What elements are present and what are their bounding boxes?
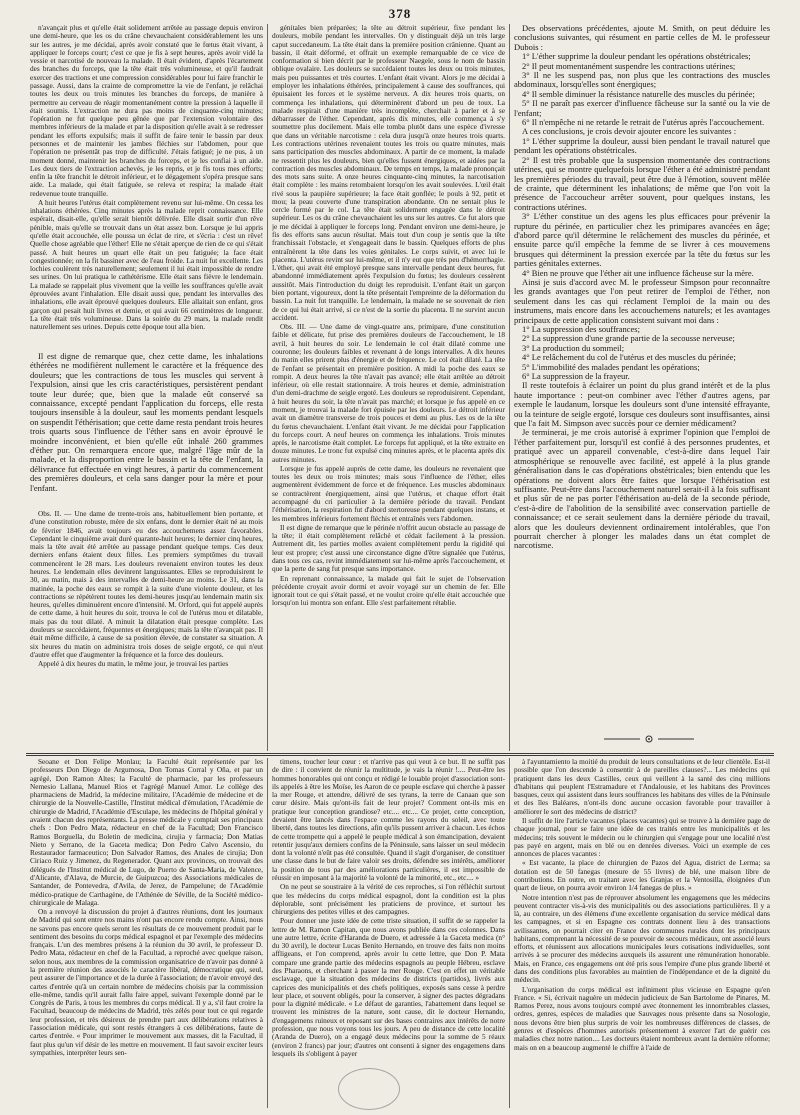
bottom-column-3 xyxy=(514,758,770,1108)
paragraph: Seoane et Don Felipe Monlau; la Faculté était représentée par les professeurs Don Diego de Argumosa, Don Tomas Corral y Oña, et par un agrégé, Don Ramon Altes; la Faculté de pharmacie, par les professeurs Nemesio Lallana, Manuel Rios et l'agrégé Manuel Amor. Le collège des pharmaciens de Madrid, la médecine militaire, l'Académie de médecine et de chirurgie de la Nouvelle-Castille, l'Institut médical d'émulation, l'Académie de chirurgie de Madrid, l'Académie d'Esculape, les médecins de l'hôpital général y avaient chacun des représentants. La presse médicale y comptait ses principaux chefs : Don Pedro Mata, rédacteur en chef de la Facultad; Don Francisco Ramos Borguella, du Boletin de medicina, cirujia y farmacia; Don Matias Nieto y Serrano, de la Gaceta medica; Don Pedro Calvo Ascensio, du Restaurador farmaceutico; Don Salvador Ramos, des Anales de cirujia; Don Ciriaco Ruiz y Jimenez, du Regenerador. Quant aux provinces, on trouvait des délégués de l'Institut médical de Lugo, de Puerto de Santa-Maria, de Valence, d'Alicante, d'Alava, de Murcie, de Guipuzcoa; des Associations médicales de Santander, de Pontevedra, d'Avila, de Jerez, de Pampelune; de l'Académie médico-pratique de Carthagène, de l'Athénée de Séville, de la Société médico-chirurgicale de Malaga. xyxy=(30,758,263,907)
paragraph: On a renvoyé la discussion du projet à d'autres réunions, dont les journaux de Madrid qui sont entre nos mains n'ont pas encore rendu compte. Ainsi, nous ne savons pas encore quels seront les résultats de ce mouvement produit par le sentiment des besoins du corps médical espagnol et par l'exemple des médecins français. L'un des membres présens à la réunion du 30 avril, le professeur D. Pedro Mata, rédacteur en chef de la Facultad, a reproché avec quelque raison, selon nous, aux membres de la commission organisatrice de n'avoir pas donné à la première réunion des associés le caractère libéral, démocratique qui, seul, peut assurer de l'importance et de la durée à l'association; de n'avoir envoyé des cartes d'entrée qu'à un certain nombre de médecins choisis par la commission elle-même, tandis qu'il aurait fallu faire appel, suivant l'exemple donné par le Congrès de Paris, à tous les membres du corps médical. Il y a, s'il faut croire la Facultad, beaucoup de médecins de Madrid, très zélés pour tout ce qui regarde leur profession, et très désireux de prendre part aux délibérations relatives à l'association médicale, qui sont restés étrangers à ces délibérations, faute de cartes d'entrée. « Pour imprimer le mouvement aux masses, dit la Facultad, il faut plus qu'un vif désir de les mettre en mouvement. Il faut savoir exciter leurs sympathies, interpréter leurs sen- xyxy=(30,907,263,1057)
list-item: 2° Il est très probable que la suspension momentanée des contractions utérines, qui se montre quelquefois lorsque l'éther a été administré pendant les premières périodes du travail, peut être due à l'émotion, souvent mêlée de crainte, que déterminent les inhalations; de même que l'on voit la présence de l'accoucheur arrêter souvent, pour quelques instans, les contractions utérines. xyxy=(514,154,770,212)
list-item: 4° Il semble diminuer la résistance naturelle des muscles du périnée; xyxy=(522,88,755,99)
paragraph: Il est digne de remarque que le périnée n'offrit aucun obstacle au passage de la tête; il était complètement relâché et cédait facilement à la pression. Autrement dit, les parties molles avaient complètement perdu la rigidité qui leur est propre; c'est aussi une circonstance digne d'être signalée que l'utérus, dans tous ces cas, revint immédiatement sur lui-même après l'accouchement, et que la perte de sang fut presque sans importance. xyxy=(272,522,505,574)
top-column-1-remark xyxy=(30,352,263,510)
paragraph: Appelé à dix heures du matin, le même jour, je trouvai les parties xyxy=(38,659,229,669)
top-column-3 xyxy=(514,24,770,708)
column-divider xyxy=(267,24,268,751)
paragraph: à l'ayuntamiento la moitié du produit de leurs consultations et de leur clientèle. Est-il possible que l'on descende à consentir à de pareilles clauses?... Les médecins qui pratiquent dans les deux Castilles, ceux qui veillent à la santé des cinq millions d'habitans qui peuplent l'Estramadure et l'Andalousie, et les habitans des Provinces basques, ceux qui assistent dans leurs souffrances les habitans des villes de la Péninsule et des îles Baléares, n'ont-ils donc aucune occasion favorable pour travailler à améliorer le sort des médecins de district? xyxy=(514,758,770,816)
paragraph: Obs. III. — Une dame de vingt-quatre ans, primipare, d'une constitution faible et délicate, fut prise des premières douleurs de l'accouchement, le 18 avril, à huit heures du soir. Le lendemain le col était dilaté comme une couronne; les douleurs faibles et revenant à de longs intervalles. A dix heures du matin elles prirent plus d'énergie et de fréquence. Le col était dilaté. La tête de l'enfant se présentait en première position. A midi la poche des eaux se rompit. A deux heures la tête n'avait pas avancé; elle était arrêtée au détroit inférieur, où elle restait stationnaire. A trois heures et demie, administration d'un demi-drachme de seigle ergoté. Les douleurs se reproduisirent. Cependant, à huit heures du soir, la tête n'avait pas marché; et lorsque je fus appelé en ce moment, je trouvai la malade fort épuisée par les douleurs. Le détroit inférieur avait un diamètre transverse de trois pouces et demi au plus. Les os de la tête du fœtus chevauchaient. L'enfant était vivant. Je me décidai pour l'application du forceps court. A neuf heures on commença les inhalations. Trois minutes après, le narcotisme était complet. Le forceps fut appliqué, et la tête extraite en douze minutes. Le tronc fut expulsé cinq minutes après, et le placenta après dix autres minutes. xyxy=(272,322,505,464)
paragraph-large: Des observations précédentes, ajoute M. Smith, on peut déduire les conclusions suivantes, qui résument en partie celles de M. le professeur Dubois : xyxy=(514,24,770,52)
list-item: 6° La suppression de la frayeur. xyxy=(522,371,630,382)
top-column-1 xyxy=(30,24,263,351)
column-divider xyxy=(267,758,268,1108)
paragraph: On ne peut se soustraire à la vérité de ces reproches, si l'on réfléchit surtout que les médecins du corps médical espagnol, dont la condition est la plus déplorable, sont précisément les praticiens de province, et surtout les chirurgiens des petites villes et des campagnes. xyxy=(272,882,505,917)
list-item: 5° Il ne paraît pas exercer d'influence fâcheuse sur la santé ou la vie de l'enfant; xyxy=(514,98,770,118)
paragraph-large: Je terminerai, je me crois autorisé à exprimer l'opinion que l'emploi de l'éther parfaitement pur, lorsqu'il est confié à des personnes prudentes, et pratiqué avec un appareil convenable, c'est-à-dire dans lequel l'air atmosphérique se renouvelle avec facilité, est appelé à la plus grande généralisation dans le cas d'opérations obstétricales; bien entendu que les opérations ne doivent alors être faites que lorsque l'éthérisation est suffisante. Peut-être dans l'accouchement naturel serait-il à la fois suffisant et plus sûr de ne pas porter l'éthérisation au-delà de la seconde période, c'est-à-dire de l'abolition de la sensibilité avec conservation partielle de connaissance; et ce serait seulement dans la dernière période du travail, alors que les douleurs deviennent ordinairement intolérables, que l'on pourrait chercher à plonger les malades dans un état complet de narcotisme. xyxy=(514,427,770,551)
paragraph: Lorsque je fus appelé auprès de cette dame, les douleurs ne revenaient que toutes les deux ou trois minutes; mais sous l'influence de l'éther, elles augmentèrent évidemment de force et de fréquence. Les muscles abdominaux se contractèrent énergiquement, ainsi que l'utérus, et chaque effort était accompagné du cri particulier à la dernière période du travail. Pendant l'éthérisation, la respiration fut d'abord stertoreuse pendant quelques instans, et les membres inférieurs fortement fléchis et entraînés vers l'abdomen. xyxy=(272,463,505,523)
section-divider xyxy=(26,753,774,754)
list-item: 6° Il n'empêche ni ne retarde le retrait de l'utérus après l'accouchement. xyxy=(522,117,765,128)
column-divider xyxy=(509,24,510,751)
paragraph: timens, toucher leur cœur : et n'arrive pas qui veut à ce but. Il ne suffit pas de dire : il convient de réunir la multitude, je vais la réunir !.... Peut-être les hommes honorables qui ont conçu et rédigé le louable projet d'association sont-ils appelés à être les Moïse, les Aaron de ce peuple esclave qui cherche à passer la mer Rouge, et attendre, délivré de ses tyrans, la terre de Canaan que son cœur désire. Mais qu'ont-ils fait de leur projet? Comment ont-ils mis en pratique leur conception grandiose? etc.... etc.... Ce projet, cette conception, devaient être lancés dans l'espace comme les rayons du soleil, avec toute liberté, dans toutes les directions, afin qu'ils pussent arriver à chacun. Les échos de cette trompette qui a appelé le peuple médical à son émancipation, devaient retentir jusqu'aux derniers confins de la Péninsule, sans laisser un seul médecin dont la volonté n'eût pas été consultée. Quand il s'agit d'organiser, de constituer une classe dans le but de faire valoir ses droits, défendre ses intérêts, améliorer la position de tous par des améliorations particulières, il est impossible de réussir en imposant à la majorité la volonté de la minorité, etc., etc.... » xyxy=(272,758,505,882)
list-item: 5° L'immobilité des malades pendant les opérations; xyxy=(522,361,700,372)
paragraph: Il suffit de lire l'article vacantes (places vacantes) qui se trouve à la dernière page de chaque journal, pour se faire une idée de ces traités entre les municipalités et les médecins; très souvent le médecin ou le chirurgien qui s'engage pour une localité n'est pas payé en argent, mais en blé ou en denrées diverses. Voici un exemple de ces annonces de places vacantes : xyxy=(514,815,770,859)
top-column-2 xyxy=(272,24,505,751)
list-item: 3° La production du sommeil; xyxy=(522,342,625,353)
bottom-column-2 xyxy=(272,758,505,1108)
paragraph: n'avançait plus et qu'elle était solidement arrêtée au passage depuis environ une demi-heure, que les os du crâne chevauchaient considérablement les uns sur les autres, je me décidai, après avoir constaté que le fœtus était vivant, à appliquer le forceps court; c'est ce que je fis à sept heures, après avoir vidé la vessie et narcotisé de nouveau la malade. Il était évident, d'après l'écartement des branches du forceps, que la tête était très volumineuse, et qu'il faudrait exercer des tractions et une compression considérables pour lui faire franchir le passage. Aussi, dans la crainte de compromettre la vie de l'enfant, je relâchai toutes les deux ou trois minutes les branches du forceps, de manière à permettre au cerveau de réagir momentanément contre la pression à laquelle il était soumis. L'extraction ne dura pas moins de cinquante-cinq minutes; l'opération ne fut quelque peu gênée que par l'extension volontaire des membres inférieurs de la malade et par la disposition qu'elle avait à se redresser pendant les efforts expulsifs; mais il suffit de faire tenir le bassin par deux personnes et de maintenir les jambes fléchies sur l'abdomen, pour que l'opération ne présentât pas trop de difficulté. J'étais fatigué; je ne pus, à un moment donné, maintenir les branches du forceps, et je les confiai à un aide. Les deux tiers de l'extraction achevés, je les repris, et je fis tous mes efforts; enfin la tête franchit le détroit inférieur, et le dégagement s'opéra presque sans aide. La malade, qui était fatiguée, se releva et respira; la malade était redevenue toute tranquille. xyxy=(30,24,263,198)
list-item: 2° La suppression d'une grande partie de la secousse nerveuse; xyxy=(522,333,735,344)
list-item: 4° Le relâchement du col de l'utérus et des muscles du périnée; xyxy=(522,352,736,363)
library-stamp xyxy=(338,1068,400,1110)
paragraph: L'organisation du corps médical est infiniment plus vicieuse en Espagne qu'en France. « Si, écrivait naguère un médecin judicieux de San Bartolome de Pinares, M. Ramos Perez, nous avons toujours compté avec étonnement les innombrables classes, ordres, genres, espèces de maladies que Sauvages nous présente dans sa Nosologie, nous devons être bien plus surpris de voir les nombreuses différences de classes, de genres et d'espèces d'hommes autorisés présentement à exercer l'art de guérir ces maladies chez notre nation.... Les docteurs étaient nombreux avant la dernière réforme; mais on en a beaucoup augmenté le chiffre à l'aide de xyxy=(514,984,770,1052)
list-item: 1° L'éther supprime la douleur pendant les opérations obstétricales; xyxy=(522,51,751,62)
paragraph: « Est vacante, la place de chirurgien de Pazos del Agua, district de Lerma; sa dotation est de 50 fanegas (mesure de 55 livres) de blé, une maison libre de contributions. En outre, en traitant avec les Granjas et la Ventosilla, éloignées d'un quart de lieue, on pourra avoir environ 1/4 fanegas de plus. » xyxy=(514,858,770,893)
list-item: 1° La suppression des souffrances; xyxy=(522,324,640,334)
list-item: 1° L'éther supprime la douleur, aussi bien pendant le travail naturel que pendant les opérations obstétricales. xyxy=(514,135,770,156)
paragraph: A huit heures l'utérus était complètement revenu sur lui-même. On cessa les inhalations éthérées. Cinq minutes après la malade reprit connaissance. Elle espérait, disait-elle, qu'elle serait bientôt délivrée. Elle disait sortir d'un rêve pénible, mais qu'elle se trouvait dans un état assez bon. Lorsque je lui appris qu'elle était accouchée, elle poussa un éclat de rire, et s'écria : c'est un rêve! Quelle chose agréable que l'éther! Elle ne s'était aperçue de rien de ce qui s'était passé. A huit heures un quart elle était un peu fatiguée; la face était congestionnée; on la fit bassiner avec de l'eau froide. La nuit fut excellente. Les lochies coulèrent très naturellement; seulement il lui était impossible de rendre ses urines. On lui pratiqua le cathétérisme. Elle était sans fièvre le lendemain. La malade se rappelait plus vivement que la veille les souffrances qu'elle avait éprouvées avant l'inhalation. Elle disait aussi que, pendant les intervalles des inhalations, elle avait éprouvé quelques douleurs. Elle allaitait son enfant, gros garçon qui pesait huit livres et demie, et qui avait 66 centimètres de longueur. La tête était très volumineuse. Dans la soirée du 29 mars, la malade rendit naturellement ses urines. Depuis cette époque tout alla bien. xyxy=(30,197,263,332)
paragraph: génitales bien préparées; la tête au détroit supérieur, fixe pendant les douleurs, mobile pendant les intervalles. On y distinguait déjà un très large caput succedaneum. La tête était dans la première position crânienne. Quant au bassin, il était déformé, et offrait un exemple remarquable de ce vice de conformation si bien décrit par le professeur Naegele, sous le nom de bassin oblique ovalaire. Les douleurs se succédaient toutes les deux ou trois minutes, mais peu puissantes et très courtes. L'enfant était vivant. Alors je me décidai à employer les inhalations éthérées, principalement à cause des souffrances, qui épuisaient les forces et le système nerveux. A dix heures trois quarts, on commença les inhalations, qui déterminèrent d'abord un peu de toux. La malade respirait d'une manière très incomplète, cherchait à parler et à se débarrasser de l'éther. Cependant, après dix minutes, elle commença à s'y soumettre plus docilement. Mais elle tomba plutôt dans une espèce d'ivresse que dans un véritable narcotisme : cela dura jusqu'à onze heures trois quarts. Les contractions utérines revenaient toutes les trois ou quatre minutes, mais sans participation des muscles abdominaux. A partir de ce moment, la malade ne ressentit plus les douleurs, bien qu'elles fussent énergiques, et aidées par la contraction des muscles abdominaux. De temps en temps, la malade prononçait des mots sans suite. A onze heures cinquante-cinq minutes, la narcotisation était complète : les mains retombaient lorsqu'on les avait soulevées. L'œil était rivé sous la paupière supérieure; la face était gonflée; le pouls à 92, petit et mou; la peau couverte d'une transpiration abondante. On ne sentait plus le cercle formé par le col. La tête était solidement engagée dans le détroit supérieur. Les os du crâne chevauchaient les uns sur les autres. Ce fut alors que je me décidai à appliquer le forceps long. Pendant environ une demi-heure, je fis des efforts sans aucun résultat. Mais tout d'un coup je sentis que la tête franchissait l'obstacle, et s'engageait dans le bassin. Quelques efforts de plus entraînèrent la tête dans les voies génitales. Le corps suivit, et avec lui le placenta. L'utérus revint sur lui-même, et il n'y eut que très peu d'hémorrhagie. L'éther, qui avait été employé presque sans intervalle pendant deux heures, fut abandonné immédiatement après l'expulsion du fœtus; les douleurs cessèrent aussitôt. Mais l'introduction du doigt les reproduisit. L'enfant était un garçon bien portant, vigoureux, dont la tête présentait l'empreinte de la déformation du bassin. La nuit fut tranquille. Le lendemain, la malade ne se souvenait de rien de ce qui lui était arrivé, si ce n'est de la sortie du placenta. Il ne survint aucun accident. xyxy=(272,24,505,322)
list-item: 4° Bien ne prouve que l'éther ait une influence fâcheuse sur la mère. xyxy=(522,267,754,278)
paragraph: Notre intention n'est pas de réprouver absolument les engagemens que les médecins peuvent contracter vis-à-vis des municipalités ou des associations particulières. Il y a là, au contraire, un des élémens d'une excellente organisation du service médical dans les campagnes, et si en Espagne ces contrats donnent lieu à des transactions avilissantes, on pourrait citer en France des communes rurales dont les principaux habitans, comprenant la nécessité de se pourvoir de secours médicaux, ont associé leurs efforts, et réunissent aux allocations municipales leurs cotisations individuelles, sont arrivés à se procurer des médecins auxquels ils assurent une rémunération honorable. Mais, en France, ces engagemens ont été pris sous l'empire d'une plus grande liberté et dans des conditions plus favorables au maintien de l'indépendance et de la dignité du médecin. xyxy=(514,892,770,985)
section-divider xyxy=(26,755,774,756)
paragraph: En reprenant connaissance, la malade qui fait le sujet de l'observation précédente croyait avoir dormi et avoir voyagé sur un chemin de fer. Elle ignorait tout ce qui s'était passé, et ne voulut croire qu'elle était accouchée que lorsqu'on lui montra son enfant. Elle s'est parfaitement rétablie. xyxy=(272,573,505,608)
list-item: 2° Il peut momentanément suspendre les contractions utérines; xyxy=(522,60,736,71)
paragraph-large: Il reste toutefois à éclairer un point du plus grand intérêt et de la plus haute importance : peut-on combiner avec l'éther d'autres agens, par exemple le laudanum, lorsque les douleurs sont d'une intensité effrayante, ou la teinture de seigle ergoté, lorsque ces douleurs sont insuffisantes, ainsi que l'a fait M. Simpson avec succès pour ce dernier médicament? xyxy=(514,380,770,429)
bottom-column-1 xyxy=(30,758,263,1108)
paragraph: Pour donner une juste idée de cette triste situation, il suffit de se rappeler la lettre de M. Ramon Capitan, que nous avons publiée dans ces colonnes. Dans une autre lettre, écrite d'Haranda de Duero, et adressée à la Gaceta medica (n° du 30 avril), le docteur Lucas Benito Hernando, en trouve des faits non moins affligeans, et l'on comprend, après avoir lu cette lettre, que Don P. Mata compare une grande partie des médecins espagnols au peuple Hébreu, esclave des Pharaons, et cherchant à passer la mer Rouge. C'est en effet un véritable esclavage, que la situation des médecins de districts (partidos), livrés aux caprices des municipalités et des chefs politiques, exposés sans cesse à perdre leur place, et souvent obligés, pour la conserver, à signer des pactes dégradans pour la dignité médicale. « Le défaut de garanties, l'abattement dans lequel se trouvent les ministres de la nature, sont cause, dit le docteur Hernando, d'engagemens ruineux et reposant sur des bases contraires aux intérêts de notre profession, que nous voyons tous les jours. A peu de distance de cette localité (Aranda de Duero), on a engagé deux médecins pour la somme de 5 réaux (environ 2 francs) par jour; d'autres ont consenti à signer des engagemens dans lesquels ils s'obligent à payer xyxy=(272,916,505,1058)
paragraph-large: Ainsi je suis d'accord avec M. le professeur Simpson pour reconnaître les grands avantages que l'on peut retirer de l'emploi de l'éther, non seulement dans les cas qui réclament l'emploi de la main ou des instrumens, mais encore dans les accouchemens naturels; et les avantages principaux de cette application consistent suivant moi dans : xyxy=(514,276,770,325)
column-divider xyxy=(509,758,510,1108)
page-number: 378 xyxy=(388,6,412,21)
paragraph: Obs. II. — Une dame de trente-trois ans, habituellement bien portante, et d'une constitution robuste, mère de six enfans, dont le dernier était né au mois de février 1846, avait toujours eu des accouchemens assez favorables. Cependant le cinquième avait duré quarante-huit heures; le dernier cinq heures, mais la tête avait été arrêtée au passage pendant quelque temps. Ces deux derniers enfans étaient deux filles. Les premiers symptômes du travail commencèrent le 28 mars. Les douleurs revenaient environ toutes les deux heures. Le lendemain elles devinrent languissantes. Elles se reproduisirent le 30, au matin, mais à des intervalles de demi-heure au moins. Le 31, dans la matinée, la poche des eaux se rompit à la suite d'une violente douleur, et les contractions se répétèrent toutes les demi-heures jusqu'au lendemain matin six heures, qu'elles diminuèrent encore d'intensité. M. Orford, qui fut appelé auprès de cette dame, à huit heures du soir, trouva le col de l'utérus mou et dilatable, mais pas du tout dilaté. A minuit la dilatation était presque complète. Les douleurs se succédaient, fréquentes et énergiques; mais la tête n'avançait pas. Il était même difficile, à cause de sa position élevée, de constater sa situation. A six heures du matin on administra trois doses de seigle ergoté, ce qui n'eut d'autre effet que d'augmenter la fréquence et la force des douleurs. xyxy=(30,510,263,659)
ornament-rule xyxy=(604,734,694,744)
paragraph-large: Il est digne de remarque que, chez cette dame, les inhalations éthérées ne modifièrent nullement le caractère et la fréquence des douleurs; que les contractions de tous les muscles qui servent à l'expulsion, ainsi que les cris caractéristiques, persistèrent pendant toute leur durée; que, bien que la malade eût conservé sa connaissance, excepté pendant l'application du forceps, elle resta toujours insensible à la douleur, sauf les moments pendant lesquels on suspendit l'éthérisation; que cette dame resta pendant trois heures trois quarts sous l'influence de l'éther sans en avoir éprouvé le moindre inconvénient, et bien qu'elle eût inhalé 260 grammes d'éther pur. On remarquera encore que, malgré l'âge mûr de la malade, et la disproportion entre le bassin et la tête de l'enfant, la délivrance fut effectuée en vingt heures, à partir du commencement des premières douleurs, et cela sans danger pour la mère et pour l'enfant. xyxy=(30,352,263,493)
top-column-1-observation xyxy=(30,510,263,751)
list-item: 3° Il ne les suspend pas, non plus que les contractions des muscles abdominaux, lorsqu'elles sont énergiques; xyxy=(514,70,770,90)
list-item: 3° L'éther constitue un des agens les plus efficaces pour prévenir la rupture du périnée, en particulier chez les primipares avancées en âge; d'abord parce qu'il détermine le relâchement des muscles du périnée, et ensuite parce qu'il empêche la femme de se livrer à ces mouvemens brusques qui déterminent la pression exercée par la tête du fœtus sur les parties génitales externes. xyxy=(514,211,770,269)
paragraph-large: A ces conclusions, je crois devoir ajouter encore les suivantes : xyxy=(522,126,737,137)
